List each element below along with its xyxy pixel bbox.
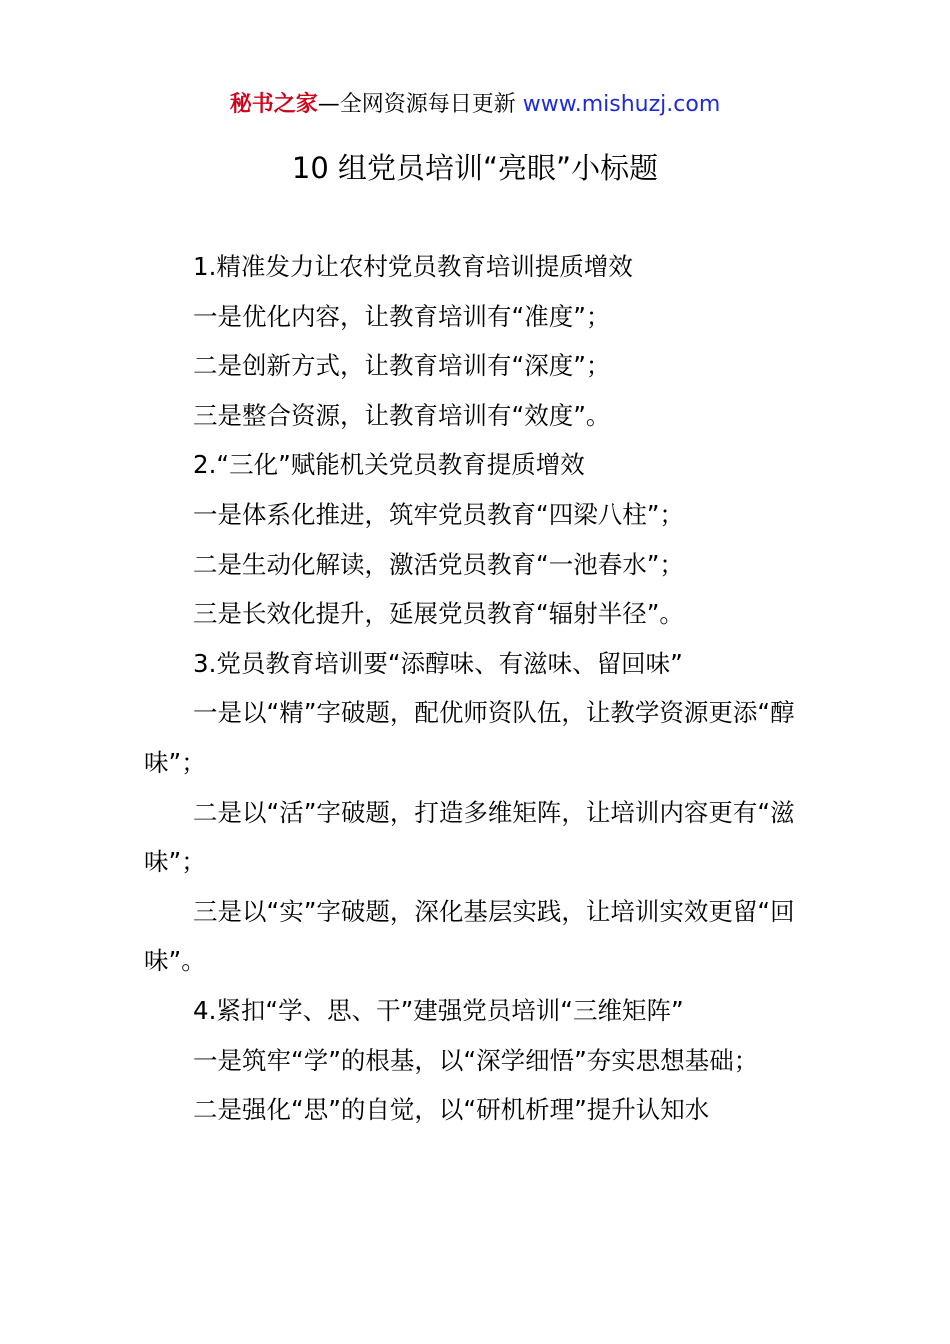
paragraph: 二是以“活”字破题，打造多维矩阵，让培训内容更有“滋味”； [144,797,795,877]
paragraph: 三是长效化提升，延展党员教育“辐射半径”。 [193,599,684,629]
section-heading-4: 4.紧扣“学、思、干”建强党员培训“三维矩阵” [193,995,684,1025]
paragraph: 二是创新方式，让教育培训有“深度”； [193,351,611,381]
paragraph: 一是筑牢“学”的根基，以“深学细悟”夯实思想基础； [193,1045,759,1075]
paragraph: 一是优化内容，让教育培训有“准度”； [193,301,611,331]
site-tagline: —全网资源每日更新 [317,92,523,117]
document-body [144,242,810,1135]
paragraph: 三是以“实”字破题，深化基层实践，让培训实效更留“回味”。 [144,896,795,976]
paragraph: 一是以“精”字破题，配优师资队伍，让教学资源更添“醇味”； [144,698,795,777]
section-heading-3: 3.党员教育培训要“添醇味、有滋味、留回味” [193,648,683,678]
document-title: 10 组党员培训“亮眼”小标题 [291,151,659,185]
section-heading-2: 2.“三化”赋能机关党员教育提质增效 [193,450,585,480]
site-brand: 秘书之家 [229,92,318,117]
paragraph: 二是强化“思”的自觉，以“研机析理”提升认知水 [193,1095,710,1125]
paragraph: 一是体系化推进，筑牢党员教育“四梁八柱”； [193,499,684,529]
site-url-link[interactable]: www.mishuzj.com [522,92,721,117]
paragraph: 二是生动化解读，激活党员教育“一池春水”； [193,549,684,579]
paragraph: 三是整合资源，让教育培训有“效度”。 [193,400,611,430]
section-heading-1: 1.精准发力让农村党员教育培训提质增效 [193,252,633,281]
site-header [0,88,950,122]
